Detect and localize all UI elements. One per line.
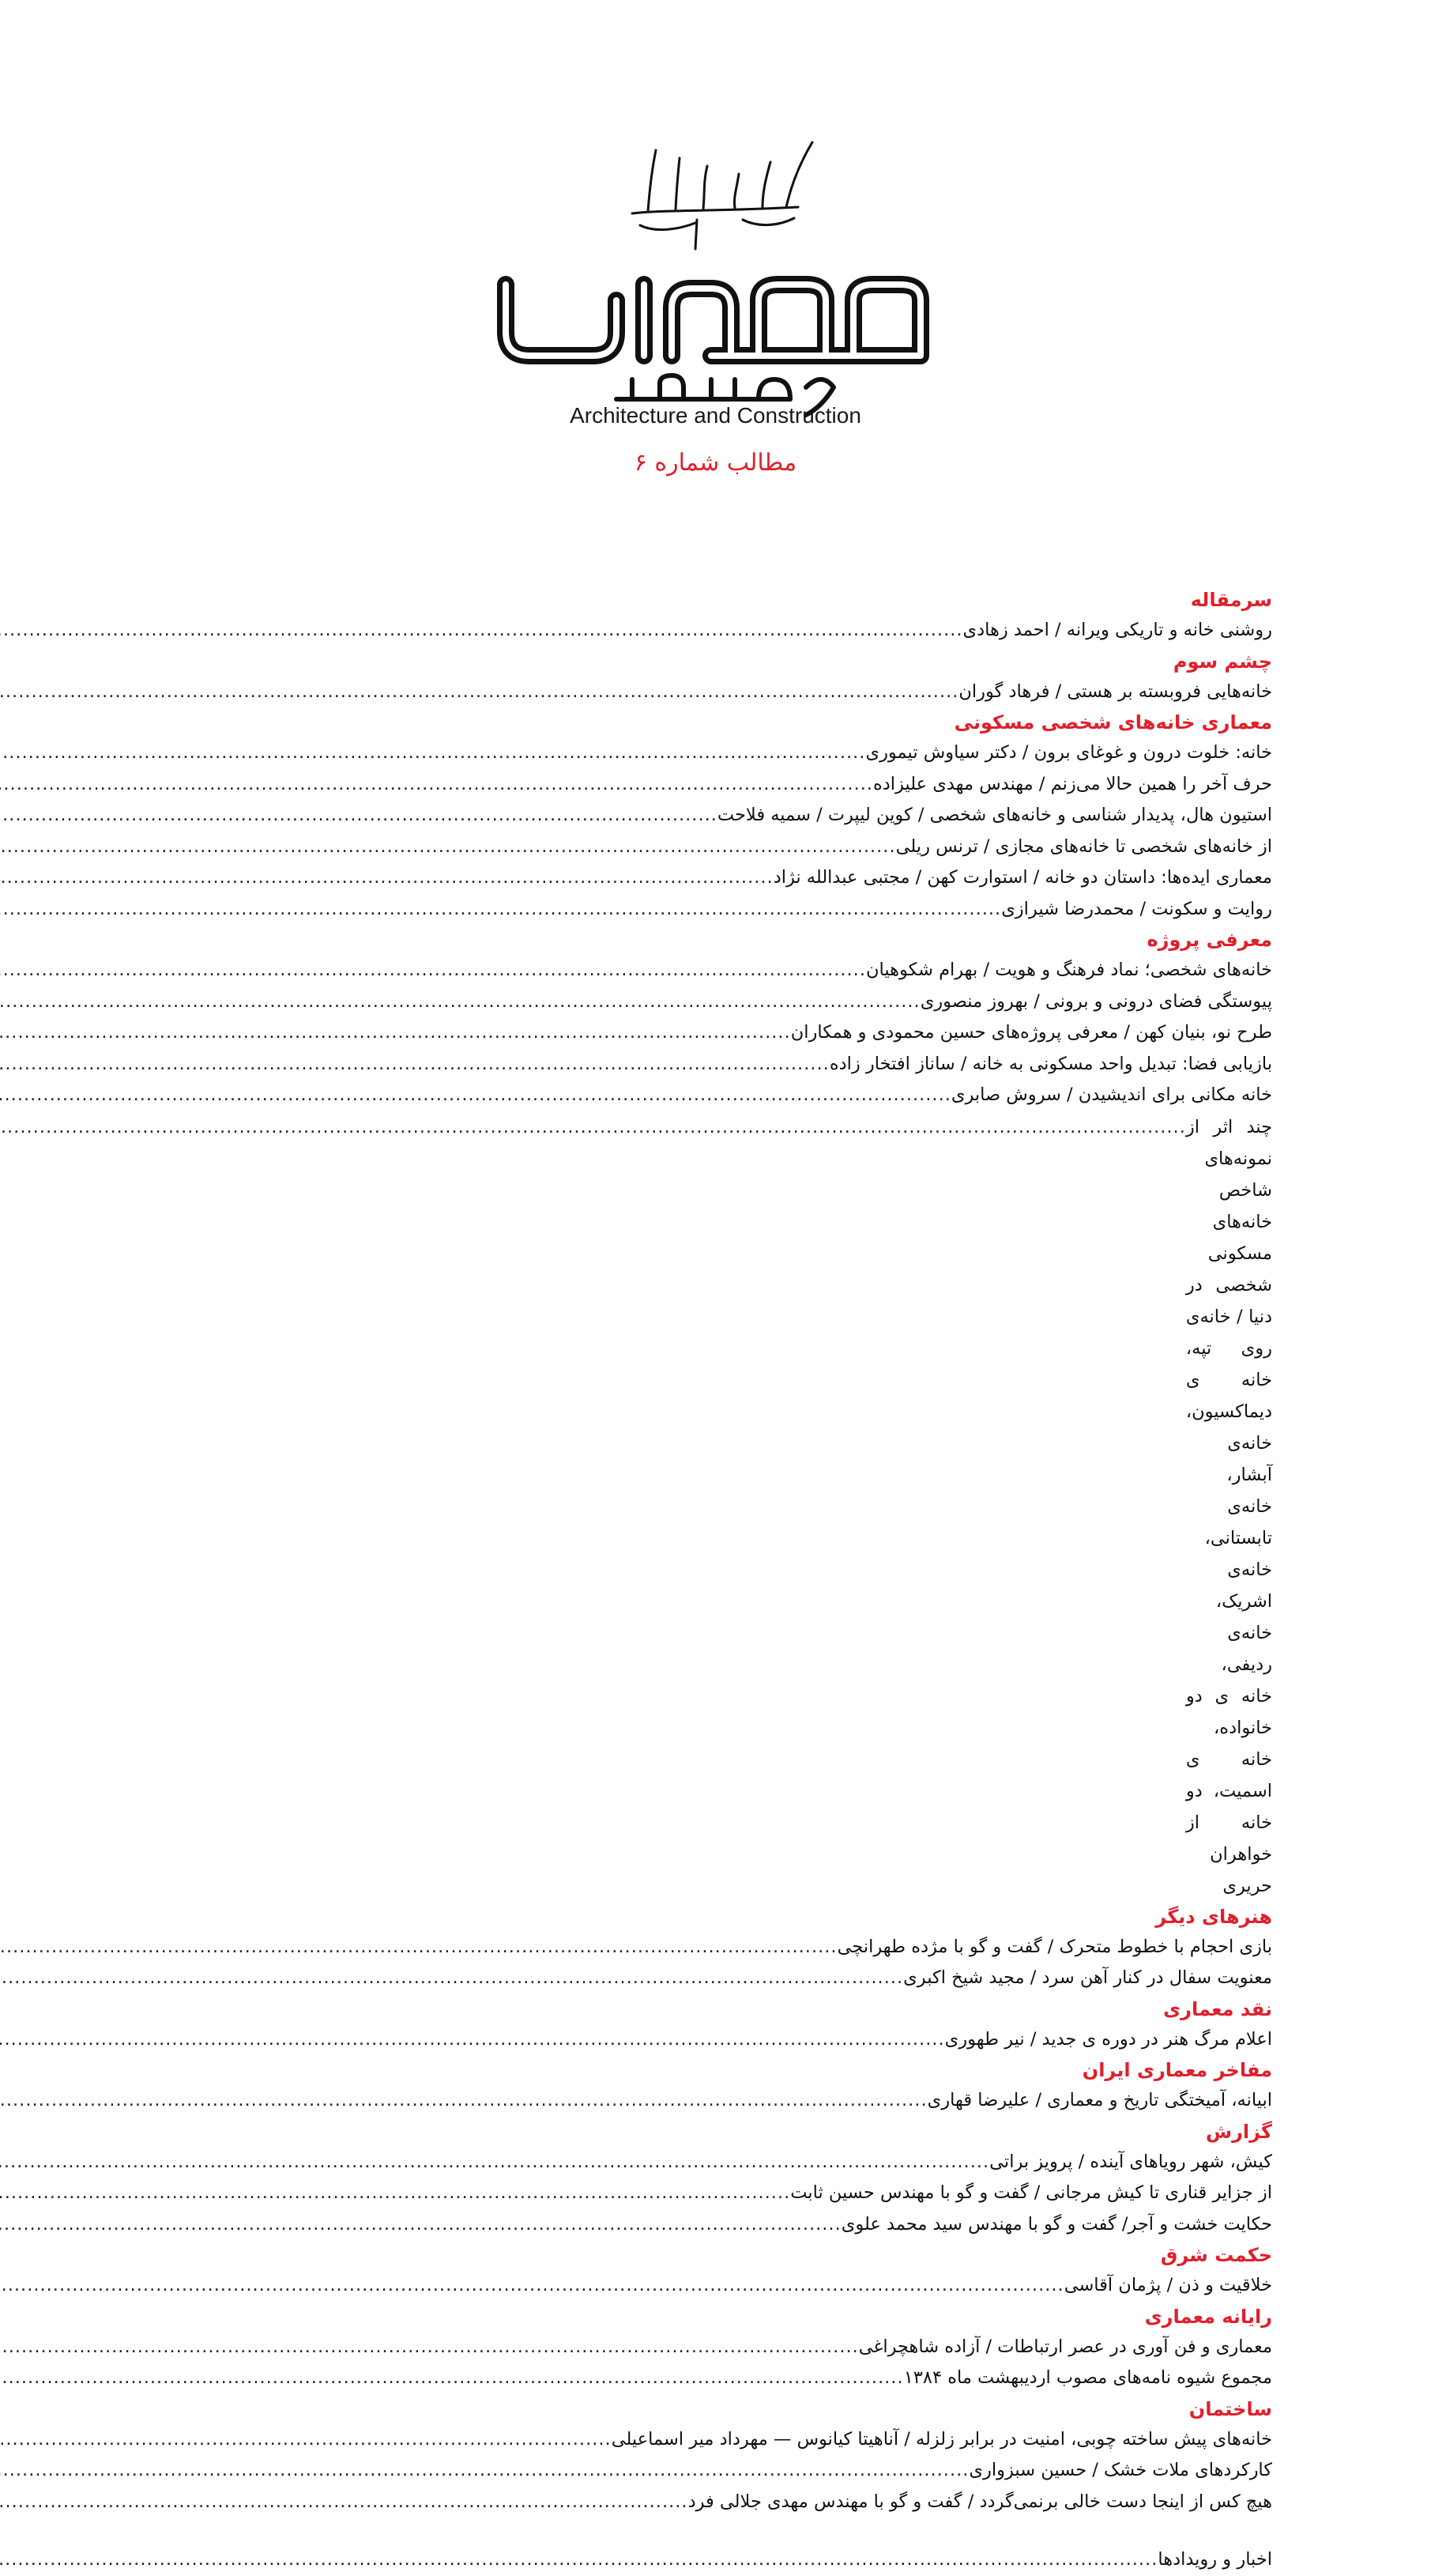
dot-leader	[0, 737, 865, 769]
toc-entry[interactable]	[170, 2209, 1272, 2241]
entry-title: طرح نو، بنیان کهن / معرفی پروژه‌های حسین محمودی و همکاران	[790, 1022, 1272, 1043]
entry-title: خانه مکانی برای اندیشیدن / سروش صابری	[951, 1084, 1272, 1105]
toc-entry[interactable]	[170, 1111, 1272, 1902]
table-of-contents	[170, 585, 1272, 2576]
dot-leader	[0, 769, 873, 801]
entry-title: اعلام مرگ هنر در دوره ی جدید / نیر طهوری	[944, 2028, 1272, 2050]
toc-entry[interactable]	[170, 2455, 1272, 2487]
entry-title: حرف آخر را همین حالا می‌زنم / مهندس مهدی علیزاده	[872, 773, 1272, 794]
dot-leader	[0, 862, 774, 894]
entry-title: استیون هال، پدیدار شناسی و خانه‌های شخصی / کوین لیپرت / سمیه فلاحت	[717, 805, 1272, 825]
entry-title: پیوستگی فضای درونی و برونی / بهروز منصوری	[920, 990, 1272, 1012]
toc-entry[interactable]	[170, 832, 1272, 863]
entry-title: حکایت خشت و آجر/ گفت و گو با مهندس سید محمد علوی	[841, 2213, 1272, 2235]
toc-entry[interactable]	[170, 769, 1272, 801]
toc-entry[interactable]	[170, 986, 1272, 1018]
entry-title: خانه: خلوت درون و غوغای برون / دکتر سیاوش تیموری	[865, 742, 1272, 763]
dot-leader	[0, 894, 1001, 926]
dot-leader	[0, 1017, 791, 1049]
dot-leader	[0, 800, 717, 832]
basmala-calligraphy	[601, 119, 830, 253]
toc-entry[interactable]	[170, 2363, 1272, 2394]
dot-leader	[0, 2487, 688, 2518]
entry-title: از خانه‌های شخصی تا خانه‌های مجازی / ترنس ریلی	[895, 835, 1272, 857]
dot-leader	[0, 1112, 1186, 1144]
dot-leader	[0, 832, 896, 863]
dot-leader	[0, 1963, 903, 1994]
entry-title: بازی احجام با خطوط متحرک / گفت و گو با مژده طهرانچی	[837, 1936, 1272, 1957]
dot-leader	[0, 2363, 904, 2394]
toc-entry[interactable]	[170, 2147, 1272, 2178]
toc-entry[interactable]	[170, 894, 1272, 926]
toc-entry[interactable]	[170, 2178, 1272, 2209]
entry-title: خانه‌های شخصی؛ نماد فرهنگ و هویت / بهرام شکوهیان	[866, 960, 1272, 980]
section-heading: هنرهای دیگر	[1155, 1905, 1272, 1928]
dot-leader	[0, 2455, 969, 2487]
dot-leader	[0, 2085, 928, 2117]
dot-leader	[0, 955, 866, 986]
toc-entry[interactable]	[170, 677, 1272, 708]
dot-leader	[0, 2178, 790, 2209]
toc-entry[interactable]	[170, 1049, 1272, 1081]
section-heading: سرمقاله	[1190, 589, 1272, 611]
toc-entry[interactable]	[170, 737, 1272, 769]
entry-title: هیچ کس از اینجا دست خالی برنمی‌گردد / گفت و گو با مهندس مهدی جلالی فرد	[687, 2491, 1272, 2512]
issue-contents-title: مطالب شماره ۶	[634, 449, 797, 477]
toc-entry[interactable]	[170, 2024, 1272, 2056]
section-heading: نقد معماری	[1163, 1997, 1272, 2020]
toc-entry[interactable]	[170, 1932, 1272, 1963]
toc-entry[interactable]	[170, 2085, 1272, 2117]
dot-leader	[0, 1049, 830, 1081]
entry-title: مجموع شیوه نامه‌های مصوب اردیبهشت ماه ۱۳۸۴	[903, 2367, 1272, 2388]
spacer	[170, 2518, 1272, 2544]
toc-entry[interactable]	[170, 800, 1272, 832]
section-heading: ساختمان	[1188, 2397, 1272, 2420]
dot-leader	[0, 2332, 859, 2363]
toc-entry[interactable]	[170, 2332, 1272, 2363]
dot-leader	[0, 2270, 1064, 2302]
dot-leader	[0, 986, 921, 1018]
entry-title: چند اثر از نمونه‌های شاخص خانه‌های مسکونی شخصی در دنیا / خانه‌ی روی تپه، خانه ی دیماکسیون، خانه‌ی آبشار، خانه‌ی تابستانی، خانه‌ی اشریک، خانه‌ی ردیفی، خانه ی دو خانواده، خانه ی اسمیت، دو خانه از خواهران حریری	[1185, 1116, 1272, 1896]
section-heading: مفاخر معماری ایران	[1082, 2059, 1272, 2081]
toc-entry[interactable]	[170, 1017, 1272, 1049]
dot-leader	[0, 677, 958, 708]
section-heading: رایانه معماری	[1144, 2305, 1272, 2328]
entry-title: معنویت سفال در کنار آهن سرد / مجید شیخ اکبری	[903, 1967, 1272, 1988]
entry-title: ابیانه، آمیختگی تاریخ و معماری / علیرضا قهاری	[927, 2090, 1272, 2110]
entry-title: از جزایر قناری تا کیش مرجانی / گفت و گو با مهندس حسین ثابت	[790, 2182, 1272, 2203]
subtitle-english: Architecture and Construction	[570, 403, 861, 428]
section-heading: گزارش	[1205, 2120, 1272, 2143]
toc-entry[interactable]	[170, 2424, 1272, 2456]
toc-entry[interactable]	[170, 2487, 1272, 2518]
dot-leader	[0, 2147, 989, 2178]
dot-leader	[0, 615, 963, 647]
section-heading: حکمت شرق	[1160, 2244, 1272, 2266]
entry-title: کیش، شهر رویاهای آینده / پرویز براتی	[989, 2151, 1272, 2172]
dot-leader	[0, 1080, 951, 1111]
section-heading: معماری خانه‌های شخصی مسکونی	[954, 711, 1272, 734]
entry-title: خلاقیت و ذن / پژمان آقاسی	[1064, 2275, 1272, 2295]
toc-entry[interactable]	[170, 862, 1272, 894]
dot-leader	[0, 2424, 612, 2456]
entry-title: روایت و سکونت / محمدرضا شیرازی	[1001, 898, 1272, 919]
dot-leader	[0, 2209, 842, 2241]
entry-title: کارکردهای ملات خشک / حسین سبزواری	[969, 2460, 1272, 2480]
dot-leader	[0, 2024, 945, 2056]
entry-title: خانه‌های پیش ساخته چوبی، امنیت در برابر زلزله / آناهیتا کیانوس — مهرداد میر اسماعیلی	[611, 2428, 1272, 2450]
toc-entry[interactable]	[170, 615, 1272, 647]
section-heading: معرفی پروژه	[1147, 929, 1272, 951]
entry-title: خانه‌هایی فروبسته بر هستی / فرهاد گوران	[958, 681, 1272, 702]
toc-entry[interactable]	[170, 2544, 1272, 2576]
dot-leader	[0, 1932, 838, 1963]
entry-title: بازیابی فضا: تبدیل واحد مسکونی به خانه / ساناز افتخار زاده	[829, 1053, 1272, 1074]
toc-entry[interactable]	[170, 1963, 1272, 1994]
entry-title: اخبار و رویدادها	[1158, 2549, 1272, 2570]
section-heading: چشم سوم	[1173, 650, 1272, 673]
toc-entry[interactable]	[170, 955, 1272, 986]
entry-title: روشنی خانه و تاریکی ویرانه / احمد زهادی	[962, 620, 1272, 640]
dot-leader	[0, 2544, 1158, 2576]
toc-entry[interactable]	[170, 1080, 1272, 1111]
entry-title: معماری ایده‌ها: داستان دو خانه / استوارت کهن / مجتبی عبدالله نژاد	[773, 867, 1272, 888]
entry-title: معماری و فن آوری در عصر ارتباطات / آزاده شاهچراغی	[858, 2336, 1272, 2357]
toc-entry[interactable]	[170, 2270, 1272, 2302]
